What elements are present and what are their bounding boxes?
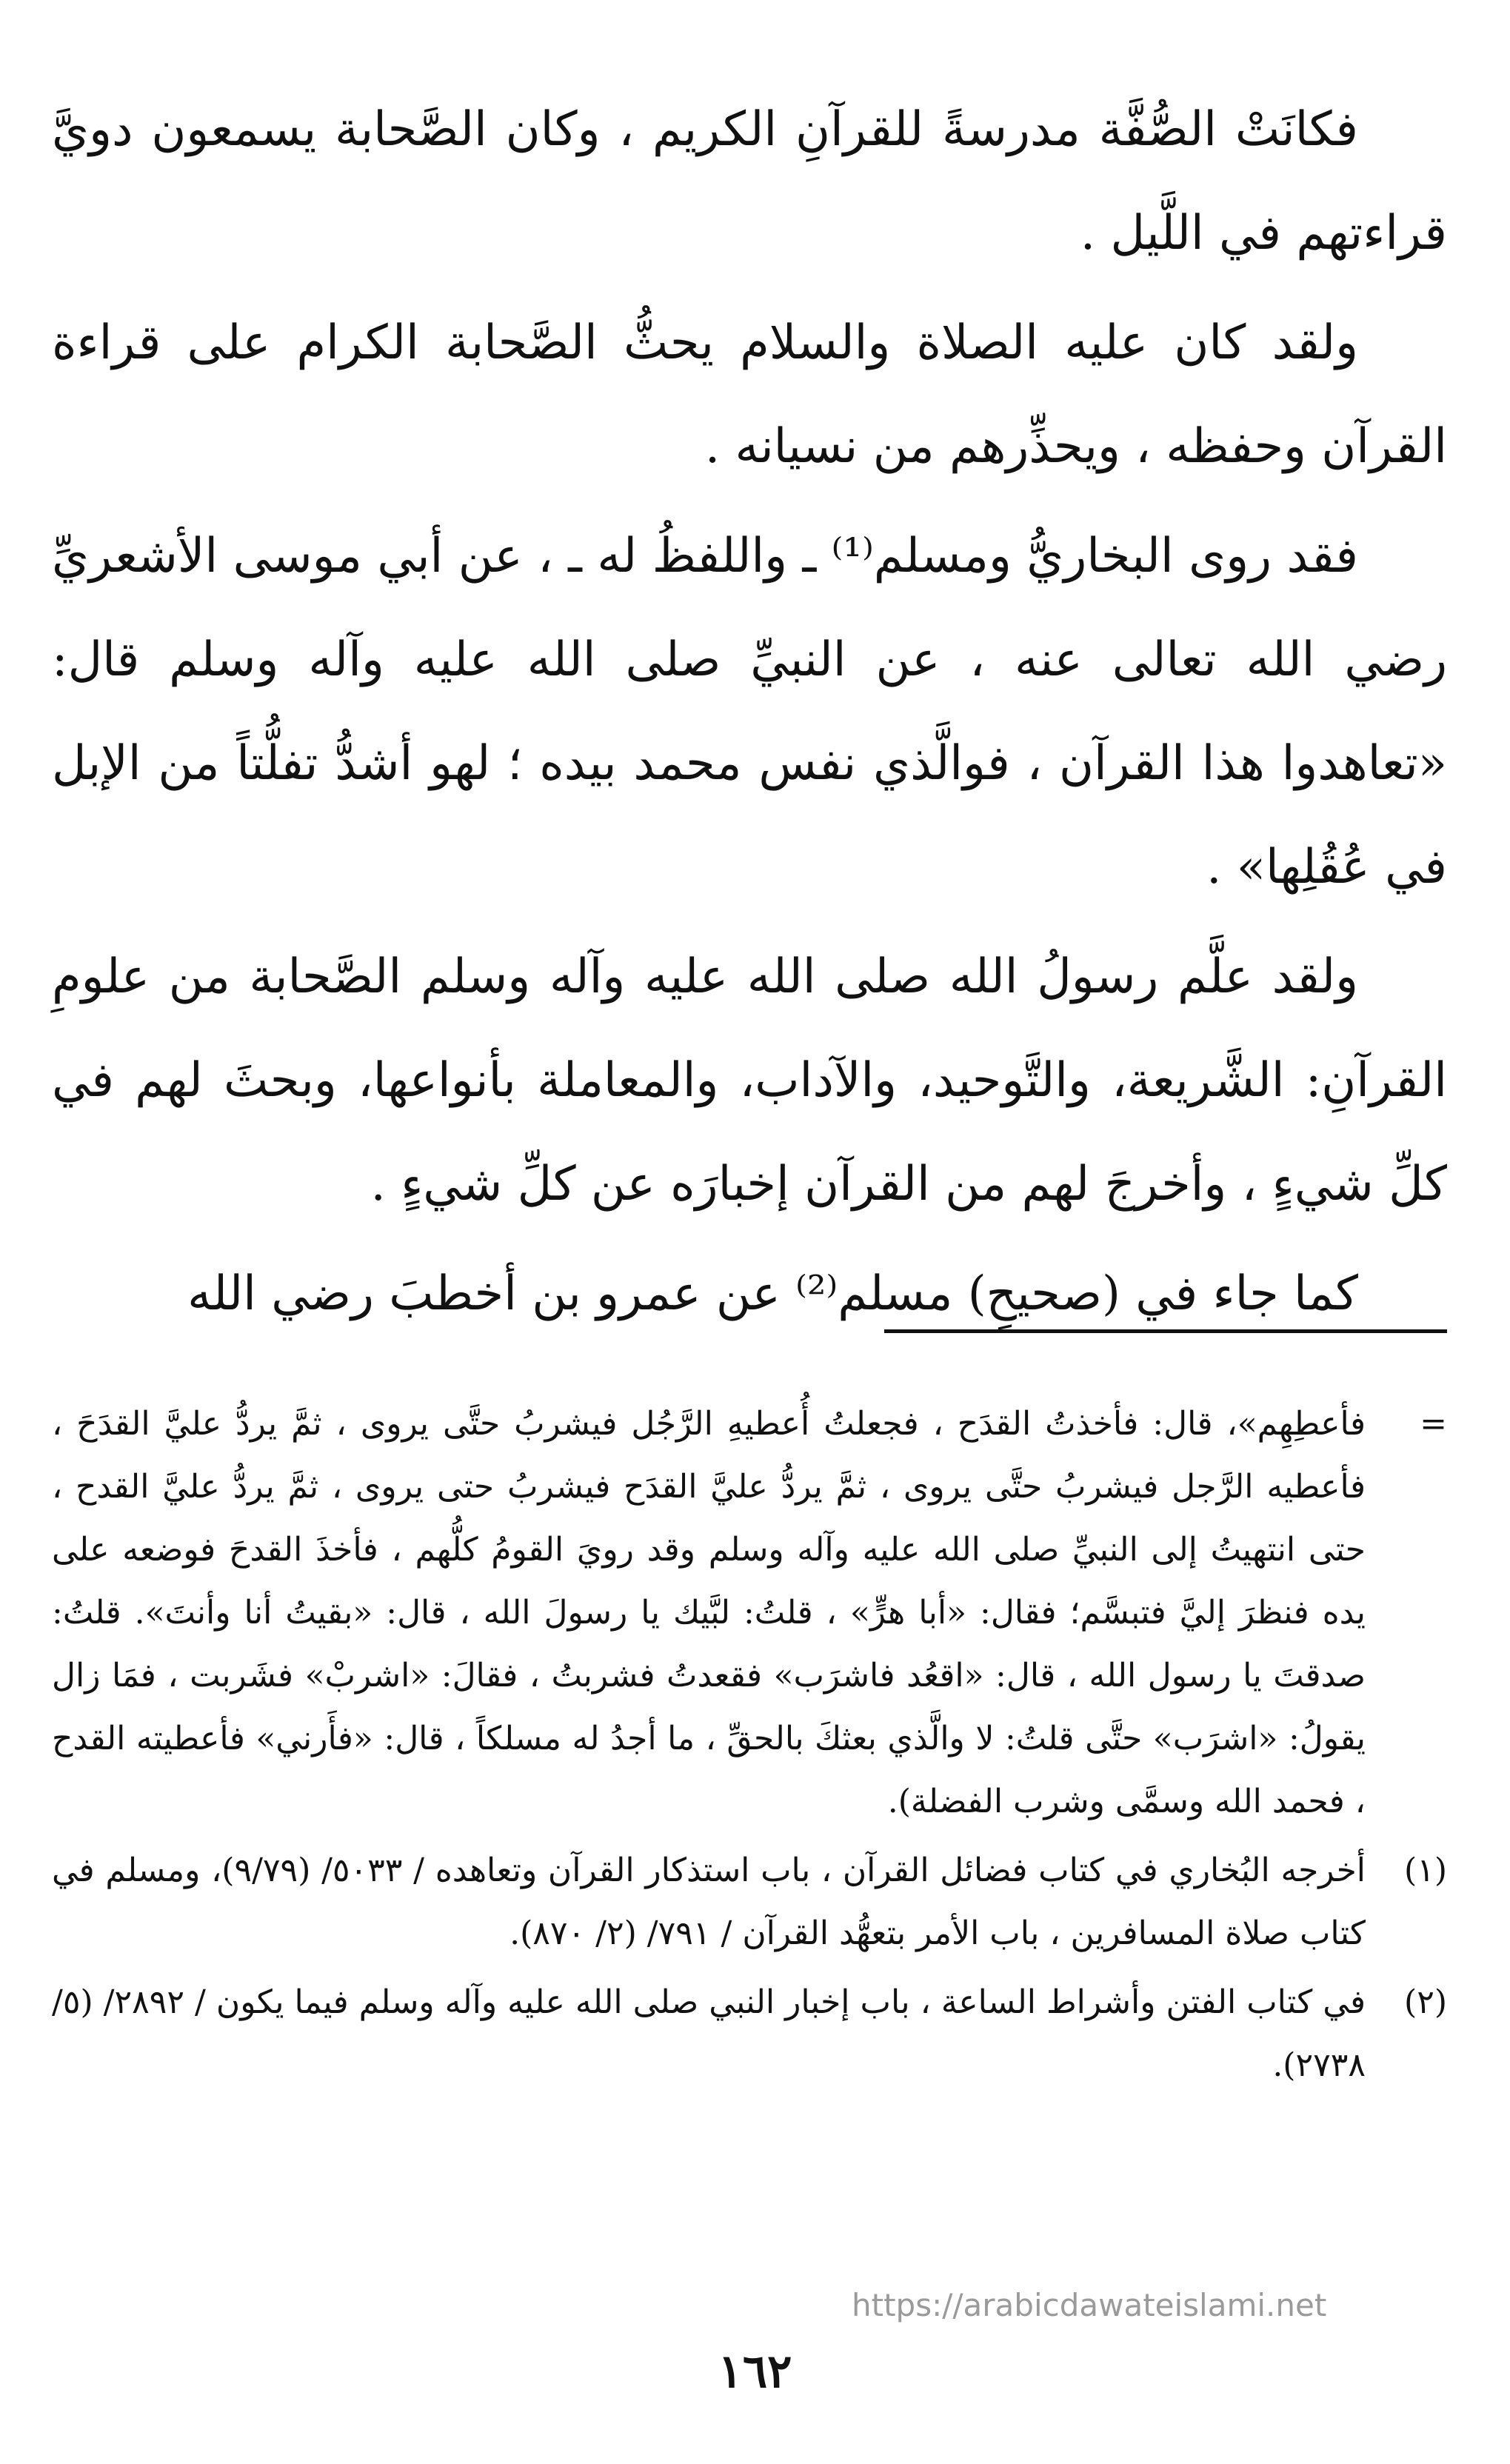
paragraph-2: ولقد كان عليه الصلاة والسلام يحثُّ الصَّحابة الكرام على قراءة القرآن وحفظه ، ويحذِّرهم من نسيانه . [52, 315, 1447, 474]
footnote-marker: (١) [1404, 1852, 1447, 1889]
paragraph-5: كما جاء في (صحيحِ) مسلم⁽²⁾ عن عمرو بن أخطبَ رضي الله [187, 1266, 1358, 1321]
main-text [52, 78, 1447, 1352]
footnote-text: فأعطِهِم»، قال: فأخذتُ القدَح ، فجعلتُ أُعطيهِ الرَّجُل فيشربُ حتَّى يروى ، ثمَّ يردُّ عليَّ القدَحَ ، فأعطيه الرَّجل فيشربُ حتَّى يروى ، ثمَّ يردُّ عليَّ القدَح فيشربُ حتى يروى ، ثمَّ يردُّ عليَّ القدح ، حتى انتهيتُ إلى النبيِّ صلى الله عليه وآله وسلم وقد رويَ القومُ كلُّهم ، فأخذَ القدحَ فوضعه على يده فنظرَ إليَّ فتبسَّم؛ فقال: «أبا هرٍّ» ، قلتُ: لبَّيك يا رسولَ الله ، قال: «بقيتُ أنا وأنتَ». قلتُ: صدقتَ يا رسول الله ، قال: «اقعُد فاشرَب» فقعدتُ فشربتُ ، فقالَ: «اشربْ» فشَربت ، فمَا زال يقولُ: «اشرَب» حتَّى قلتُ: لا والَّذي بعثكَ بالحقِّ ، ما أجدُ له مسلكاً ، قال: «فأَرني» فأعطيته القدح ، فحمد الله وسمَّى وشرب الفضلة). [52, 1405, 1366, 1820]
footnote-text: أخرجه البُخاري في كتاب فضائل القرآن ، باب استذكار القرآن وتعاهده / ٥٠٣٣/ (٩/٧٩)، ومسلم في كتاب صلاة المسافرين ، باب الأمر بتعهُّد القرآن / ٧٩١/ (٢/ ٨٧٠). [52, 1852, 1366, 1952]
paragraph-1: فكانَتْ الصُّفَّة مدرسةً للقرآنِ الكريم ، وكان الصَّحابة يسمعون دويَّ قراءتهم في اللَّيل . [52, 102, 1447, 261]
watermark-url: https://arabicdawateislami.net [852, 2287, 1327, 2323]
footnote-marker: (٢) [1404, 1983, 1447, 2021]
paragraph-3: فقد روى البخاريُّ ومسلم⁽¹⁾ ـ واللفظُ له ـ ، عن أبي موسى الأشعريِّ رضي الله تعالى عنه ، عن النبيِّ صلى الله عليه وآله وسلم قال: «تعاهدوا هذا القرآن ، فوالَّذي نفس محمد بيده ؛ لهو أشدُّ تفلُّتاً من الإبل في عُقُلِها» . [52, 529, 1448, 895]
footnote-text: في كتاب الفتن وأشراط الساعة ، باب إخبار النبي صلى الله عليه وآله وسلم فيما يكون / ٢٨٩٢/ (٥/ ٢٧٣٨). [52, 1983, 1366, 2084]
footnote-1 [52, 1839, 1447, 1965]
footnotes [52, 1392, 1447, 2103]
footnote-continuation [52, 1392, 1447, 1833]
footnote-separator [884, 1329, 1447, 1333]
footnote-marker: = [1420, 1405, 1447, 1443]
page-number: ١٦٢ [718, 2344, 792, 2398]
paragraph-4: ولقد علَّم رسولُ الله صلى الله عليه وآله وسلم الصَّحابة من علومِ القرآنِ: الشَّريعة، والتَّوحيد، والآداب، والمعاملة بأنواعها، وبحثَ لهم في كلِّ شيءٍ ، وأخرجَ لهم من القرآن إخبارَه عن كلِّ شيءٍ . [52, 949, 1447, 1212]
footnote-2 [52, 1971, 1447, 2097]
